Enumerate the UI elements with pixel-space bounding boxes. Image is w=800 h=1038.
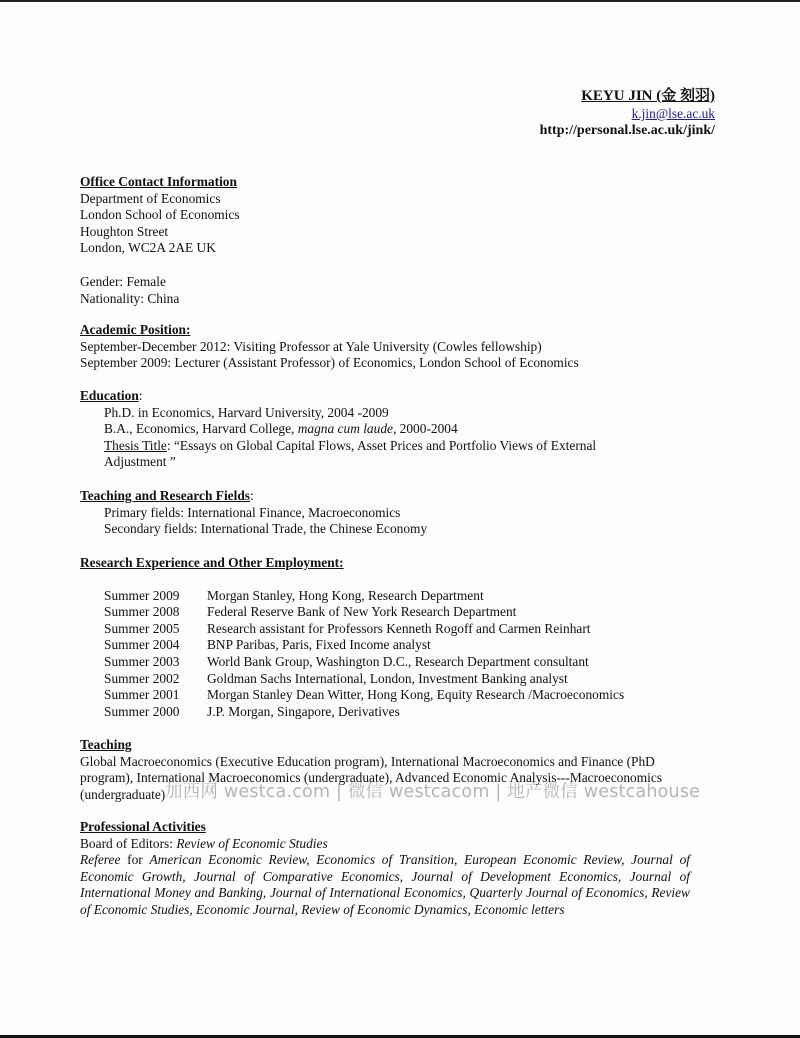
cv-header (540, 88, 715, 139)
education-section: Education: Ph.D. in Economics, Harvard University, 2004 -2009 B.A., Economics, Harvard College, magna cum laude, 2000-2004 Thesis Title: “Essays on Global Capital Flows, Asset Prices and Portfolio Views of External Adjustment ” (80, 388, 597, 470)
gender: Gender: Female (80, 273, 166, 289)
nationality: Nationality: China (80, 290, 180, 306)
employment-year: Summer 2008 (104, 604, 180, 620)
employment-year: Summer 2005 (104, 620, 180, 636)
degree-ba: B.A., Economics, Harvard College, magna cum laude, 2000-2004 (104, 421, 458, 437)
fields-section: Teaching and Research Fields: Primary fields: International Finance, Macroeconomics Secondary fields: International Trade, the Chinese Economy (80, 488, 428, 537)
top-border (0, 0, 800, 2)
employment-year: Summer 2009 (104, 587, 180, 603)
employment-description: BNP Paribas, Paris, Fixed Income analyst (207, 637, 431, 653)
address-line: London, WC2A 2AE UK (80, 240, 216, 256)
employment-year: Summer 2002 (104, 670, 180, 686)
employment-section (80, 555, 624, 720)
section-heading: Academic Position: (80, 322, 191, 337)
position-line: September-December 2012: Visiting Professor at Yale University (Cowles fellowship) (80, 338, 542, 354)
section-heading: Teaching and Research Fields (80, 488, 251, 503)
primary-fields: Primary fields: International Finance, Macroeconomics (104, 504, 401, 520)
section-heading: Education (80, 388, 139, 403)
employment-year: Summer 2000 (104, 703, 180, 719)
employment-description: Research assistant for Professors Kenneth Rogoff and Carmen Reinhart (207, 620, 591, 636)
thesis-title-cont: Adjustment ” (104, 454, 176, 470)
employment-row (80, 621, 624, 638)
employment-row (80, 654, 624, 671)
email-link[interactable]: k.jin@lse.ac.uk (631, 106, 715, 121)
professional-section (80, 819, 690, 919)
referee-list: Referee for American Economic Review, Economics of Transition, European Economic Review, Journal of Economic Growth, Journal of Comparative Economics, Journal of Development Economics, Journal of International Money and Banking, Journal of International Economics, Quarterly Journal of Economics, Review of Economic Studies, Economic Journal, Review of Economic Dynamics, Economic letters (80, 852, 690, 917)
employment-description: World Bank Group, Washington D.C., Research Department consultant (207, 653, 589, 669)
employment-description: J.P. Morgan, Singapore, Derivatives (207, 703, 400, 719)
employment-row (80, 671, 624, 688)
section-heading: Professional Activities (80, 819, 206, 834)
employment-year: Summer 2003 (104, 653, 180, 669)
board-of-editors: Board of Editors: Review of Economic Studies (80, 835, 328, 851)
academic-position-section (80, 322, 579, 372)
address-line: Houghton Street (80, 223, 169, 239)
contact-section (80, 174, 240, 307)
address-line: Department of Economics (80, 190, 221, 206)
employment-description: Morgan Stanley, Hong Kong, Research Department (207, 587, 484, 603)
employment-year: Summer 2001 (104, 687, 180, 703)
employment-description: Morgan Stanley Dean Witter, Hong Kong, Equity Research /Macroeconomics (207, 687, 625, 703)
person-name: KEYU JIN (金 刻羽) (581, 88, 715, 104)
employment-row (80, 704, 624, 721)
watermark: 加西网 westca.com | 微信 westcacom | 地产微信 westcahouse (165, 782, 701, 802)
employment-row (80, 637, 624, 654)
section-heading: Teaching (80, 737, 132, 752)
degree-phd: Ph.D. in Economics, Harvard University, 2004 -2009 (104, 404, 389, 420)
position-line: September 2009: Lecturer (Assistant Professor) of Economics, London School of Economics (80, 355, 579, 371)
section-heading: Office Contact Information (80, 174, 237, 189)
teaching-text: Global Macroeconomics (Executive Education program), International Macroeconomics and Finance (PhD program), International Macroeconomics (undergraduate), Advanced Economic Analysis---Macroeconomics (undergraduate) (80, 753, 663, 802)
thesis-title: Thesis Title: “Essays on Global Capital Flows, Asset Prices and Portfolio Views of External (104, 437, 597, 453)
employment-description: Goldman Sachs International, London, Investment Banking analyst (207, 670, 568, 686)
homepage-url[interactable]: http://personal.lse.ac.uk/jink/ (539, 123, 715, 138)
employment-row (80, 588, 624, 605)
employment-row (80, 687, 624, 704)
employment-row (80, 604, 624, 621)
section-heading: Research Experience and Other Employment: (80, 555, 344, 570)
employment-year: Summer 2004 (104, 637, 180, 653)
employment-description: Federal Reserve Bank of New York Research Department (207, 604, 517, 620)
address-line: London School of Economics (80, 207, 240, 223)
secondary-fields: Secondary fields: International Trade, the Chinese Economy (104, 521, 428, 537)
